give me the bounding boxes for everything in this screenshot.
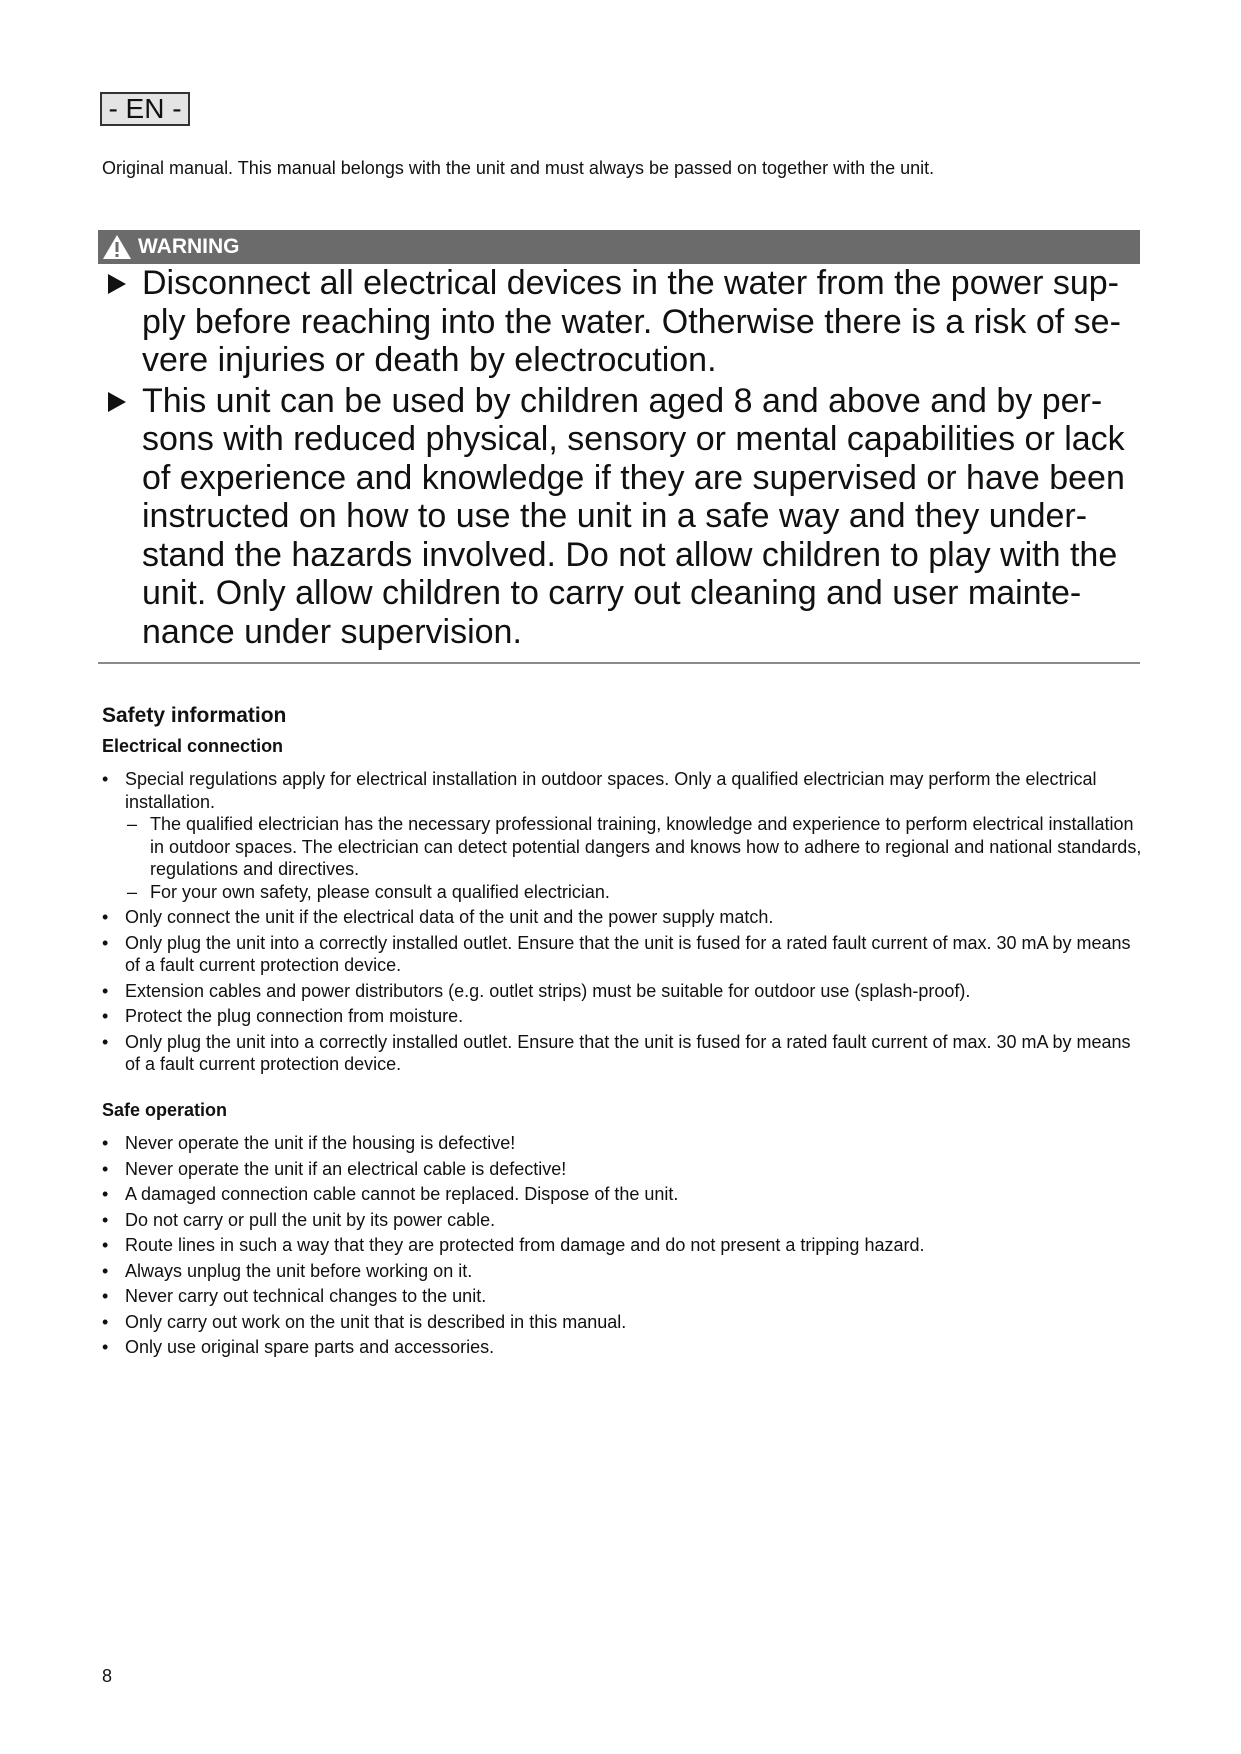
intro-text: Original manual. This manual belongs with the unit and must always be passed on together with the unit. (102, 158, 935, 178)
list-item (102, 980, 1142, 1003)
warning-item (98, 264, 1140, 380)
warning-list (98, 264, 1140, 653)
sub-list-item-text: For your own safety, please consult a qualified electrician. (150, 881, 610, 902)
list-item-text: Protect the plug connection from moisture. (125, 1006, 464, 1026)
operation-heading: Safe operation (102, 1100, 228, 1120)
list-item-text: A damaged connection cable cannot be replaced. Dispose of the unit. (125, 1184, 679, 1204)
list-item (102, 1336, 1142, 1359)
dash-icon: – (127, 814, 138, 834)
list-item (102, 906, 1142, 929)
bullet-icon: • (102, 1031, 109, 1052)
bullet-icon: • (102, 1006, 109, 1026)
list-item (102, 1132, 1142, 1155)
bullet-icon: • (102, 1260, 109, 1281)
bullet-icon: • (102, 1133, 109, 1153)
electrical-heading: Electrical connection (102, 736, 284, 756)
sub-list-item (125, 813, 1142, 881)
list-item-text: Route lines in such a way that they are protected from damage and do not present a tripping hazard. (125, 1235, 925, 1255)
list-item (102, 1031, 1142, 1076)
list-item (102, 1311, 1142, 1334)
bullet-icon: • (102, 1286, 109, 1306)
list-item-text: Only carry out work on the unit that is described in this manual. (125, 1311, 627, 1332)
bullet-icon: • (102, 1337, 109, 1357)
bullet-icon: • (102, 1158, 109, 1179)
warning-title: WARNING (138, 235, 240, 258)
list-item (102, 1285, 1142, 1308)
language-badge: - EN - (100, 92, 190, 126)
list-item (102, 1158, 1142, 1181)
list-item-text: Never operate the unit if the housing is defective! (125, 1133, 516, 1153)
list-item (102, 1183, 1142, 1206)
electrical-list (102, 768, 1142, 1079)
list-item (102, 1234, 1142, 1257)
list-item-text: Only plug the unit into a correctly installed outlet. Ensure that the unit is fused for a rated fault current of max. 30 mA by means of a fault current protection device. (125, 932, 1131, 975)
warning-item (98, 382, 1140, 652)
warning-header (98, 230, 1140, 264)
list-item (102, 768, 1142, 903)
bullet-icon: • (102, 932, 109, 953)
list-item (102, 1260, 1142, 1283)
list-item-text: Only use original spare parts and accessories. (125, 1337, 495, 1357)
bullet-icon: • (102, 769, 109, 789)
bullet-icon: • (102, 1184, 109, 1204)
list-item-text: Only connect the unit if the electrical data of the unit and the power supply match. (125, 907, 774, 927)
list-item-text: Only plug the unit into a correctly installed outlet. Ensure that the unit is fused for a rated fault current of max. 30 mA by means of a fault current protection device. (125, 1031, 1131, 1074)
list-item-text: Special regulations apply for electrical installation in outdoor spaces. Only a qualified electrician may perform the electrical installation. (125, 769, 1097, 812)
list-item (102, 1005, 1142, 1028)
sub-list-item (125, 881, 1142, 904)
list-item-text: Do not carry or pull the unit by its power cable. (125, 1209, 496, 1230)
arrow-icon (108, 274, 126, 294)
list-item-text: Extension cables and power distributors (e.g. outlet strips) must be suitable for outdoor use (splash-proof). (125, 980, 971, 1001)
list-item (102, 932, 1142, 977)
list-item-text: Never carry out technical changes to the unit. (125, 1286, 487, 1306)
bullet-icon: • (102, 1311, 109, 1332)
warning-triangle-icon (102, 234, 132, 260)
bullet-icon: • (102, 1209, 109, 1230)
list-item (102, 1209, 1142, 1232)
arrow-icon (108, 392, 126, 412)
section-divider (98, 662, 1140, 664)
list-item-text: Never operate the unit if an electrical cable is defective! (125, 1158, 567, 1179)
operation-list (102, 1132, 1142, 1362)
dash-icon: – (127, 881, 138, 902)
bullet-icon: • (102, 980, 109, 1001)
page-number: 8 (102, 1666, 113, 1686)
bullet-icon: • (102, 1235, 109, 1255)
sub-list-item-text: The qualified electrician has the necessary professional training, knowledge and experience to perform electrical installation in outdoor spaces. The electrician can detect potential dangers and knows how to adhere to regional and national standards, regulations and directives. (150, 814, 1142, 879)
list-item-text: Always unplug the unit before working on it. (125, 1260, 473, 1281)
safety-heading: Safety information (102, 704, 287, 727)
warning-item-text: Disconnect all electrical devices in the water from the power sup-ply before reaching into the water. Otherwise there is a risk of se-vere injuries or death by electrocution. (142, 264, 1121, 379)
bullet-icon: • (102, 907, 109, 927)
sub-list (125, 813, 1142, 903)
warning-item-text: This unit can be used by children aged 8 and above and by per-sons with reduced physical, sensory or mental capabilities or lack of experience and knowledge if they are supervised or have been instructed on how to use the unit in a safe way and they under-stand the hazards involved. Do not allow children to play with the unit. Only allow children to carry out cleaning and user mainte-nance under supervision. (142, 381, 1125, 651)
